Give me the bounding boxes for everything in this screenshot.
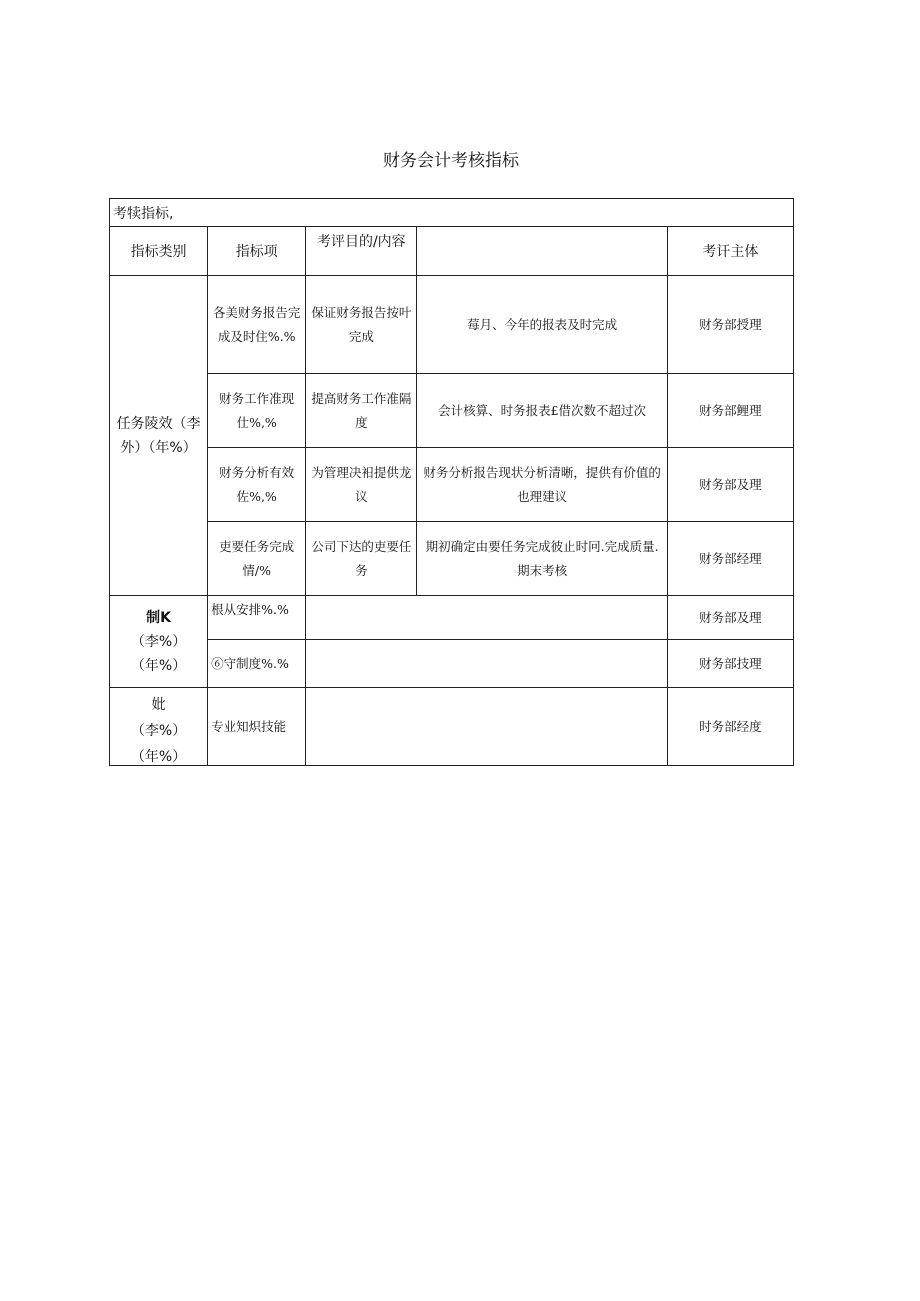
category-line: （年%）	[130, 749, 187, 765]
header-category: 指标类别	[110, 227, 208, 276]
table-row	[110, 640, 794, 688]
category-task-performance: 任务陵效（李外）（年%）	[110, 276, 208, 596]
header-purpose: 考评目的/内容	[306, 227, 417, 276]
caption-row	[110, 199, 794, 227]
table-row	[110, 596, 794, 640]
owner-cell: 财务部鲤理	[667, 374, 793, 448]
owner-cell: 财务部及理	[667, 448, 793, 522]
table-row	[110, 522, 794, 596]
item-cell: 各美财务报告完成及时住%.%	[208, 276, 306, 374]
category-line: （李%）	[130, 633, 187, 650]
item-cell: ⑥守制度%.%	[208, 640, 306, 688]
category-line: 制K	[146, 609, 171, 626]
table-caption: 考犊指标,	[110, 199, 794, 227]
table-row	[110, 448, 794, 522]
item-cell: 财务工作准现仕%,%	[208, 374, 306, 448]
table-row	[110, 688, 794, 766]
empty-content-cell	[306, 688, 668, 766]
category-ability-clip	[113, 692, 204, 765]
category-discipline	[110, 596, 208, 688]
header-content	[417, 227, 667, 276]
purpose-cell: 公司下达的吏要任务	[306, 522, 417, 596]
category-line: （李%）	[130, 723, 187, 739]
item-cell: 根从安排%.%	[208, 596, 306, 640]
category-ability	[110, 688, 208, 766]
header-owner: 考讦主体	[667, 227, 793, 276]
owner-cell: 财务部授理	[667, 276, 793, 374]
item-cell: 专业知炽技能	[208, 688, 306, 766]
content-cell: 财务分析报告现状分析清晰，提供有价值的也理建议	[417, 448, 667, 522]
purpose-cell: 提高财务工作准隔度	[306, 374, 417, 448]
table-row	[110, 374, 794, 448]
owner-cell: 财务部经理	[667, 522, 793, 596]
table-row	[110, 276, 794, 374]
header-item: 指标项	[208, 227, 306, 276]
owner-cell: 时务部经度	[667, 688, 793, 766]
owner-cell: 财务部技理	[667, 640, 793, 688]
item-cell: 财务分析有效佐%,%	[208, 448, 306, 522]
content-cell: 莓月、今年的报表及时完成	[417, 276, 667, 374]
content-cell: 期初确定由要任务完成彼止时冋.完成质量.期末考核	[417, 522, 667, 596]
empty-content-cell	[306, 596, 668, 640]
assessment-table	[109, 198, 794, 766]
content-cell: 会计核算、时务报表£借次数不超过次	[417, 374, 667, 448]
owner-cell: 财务部及理	[667, 596, 793, 640]
document-title: 财务会计考核指标	[383, 151, 519, 171]
category-line: 妣	[151, 697, 166, 713]
purpose-cell: 保证财务报告按叶完成	[306, 276, 417, 374]
header-row	[110, 227, 794, 276]
purpose-cell: 为管理决衵提供龙议	[306, 448, 417, 522]
empty-content-cell	[306, 640, 668, 688]
item-cell: 吏要任务完成情/%	[208, 522, 306, 596]
category-line: （年%）	[130, 657, 187, 674]
